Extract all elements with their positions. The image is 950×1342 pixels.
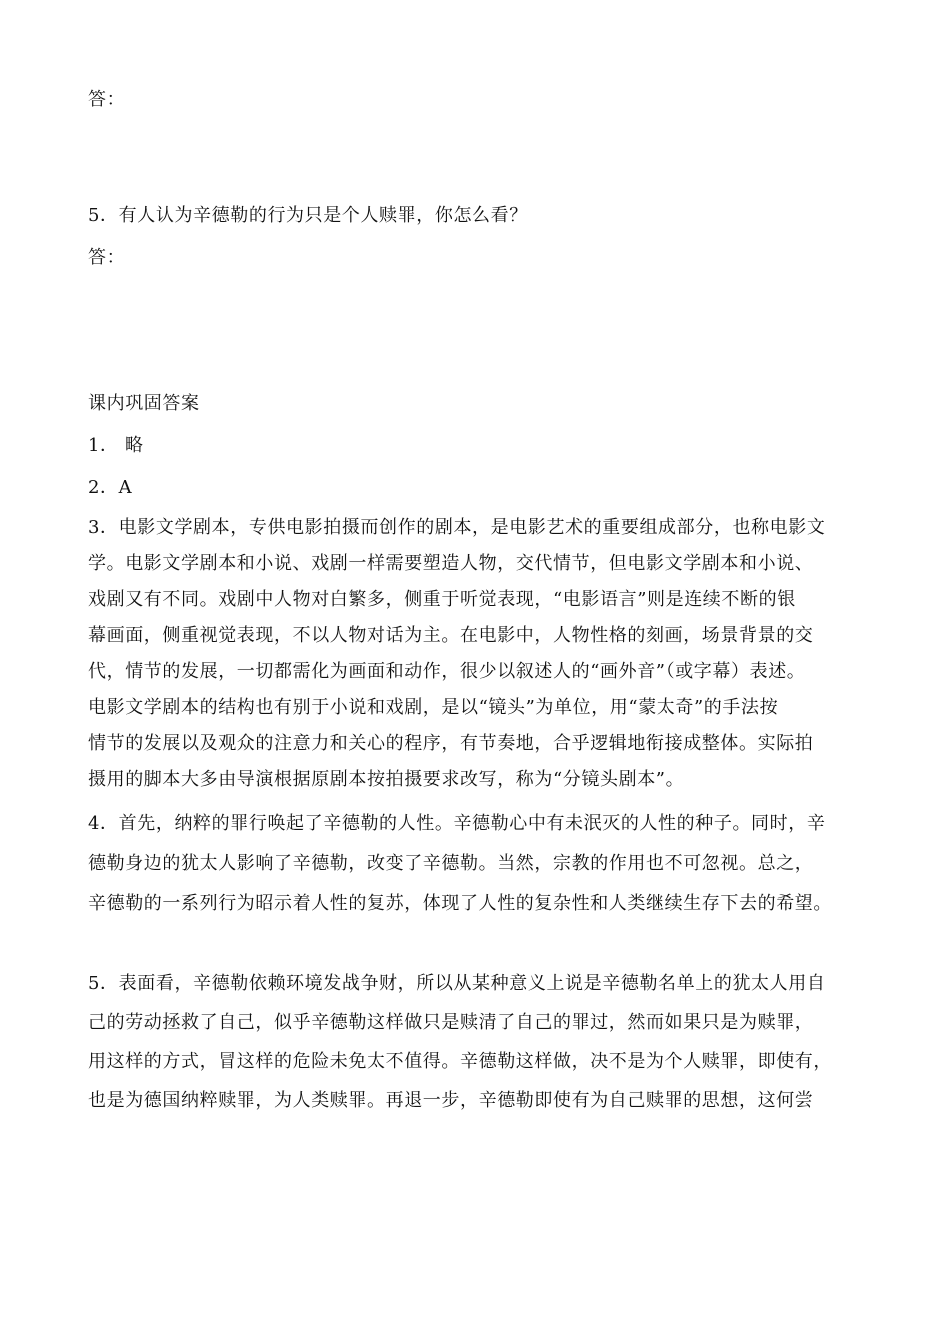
answer-4-line: 德勒身边的犹太人影响了辛德勒，改变了辛德勒。当然，宗教的作用也不可忽视。总之， [88,853,814,874]
answer-3-line: 电影文学剧本的结构也有别于小说和戏剧，是以“镜头”为单位，用“蒙太奇”的手法按 [88,697,779,718]
answer-1: 1． 略 [88,435,144,456]
answer-3-line: 3．电影文学剧本，专供电影拍摄而创作的剧本，是电影艺术的重要组成部分，也称电影文 [88,517,826,538]
answer-5-line: 也是为德国纳粹赎罪，为人类赎罪。再退一步，辛德勒即使有为自己赎罪的思想，这何尝 [88,1090,814,1111]
question-5: 5．有人认为辛德勒的行为只是个人赎罪，你怎么看？ [88,205,528,226]
answer-4-line: 4．首先，纳粹的罪行唤起了辛德勒的人性。辛德勒心中有未泯灭的人性的种子。同时，辛 [88,813,826,834]
answer-5-line: 5．表面看，辛德勒依赖环境发战争财，所以从某种意义上说是辛德勒名单上的犹太人用自 [88,973,826,994]
answer-3-line: 戏剧又有不同。戏剧中人物对白繁多，侧重于听觉表现，“电影语言”则是连续不断的银 [88,589,796,610]
answer-3-line: 摄用的脚本大多由导演根据原剧本按拍摄要求改写，称为“分镜头剧本”。 [88,769,685,790]
answer-3-line: 幕画面，侧重视觉表现，不以人物对话为主。在电影中，人物性格的刻画，场景背景的交 [88,625,814,646]
answer-5-line: 用这样的方式，冒这样的危险未免太不值得。辛德勒这样做，决不是为个人赎罪，即使有， [88,1051,832,1072]
answer-5-line: 己的劳动拯救了自己，似乎辛德勒这样做只是赎清了自己的罪过，然而如果只是为赎罪， [88,1012,814,1033]
answer-3-line: 代，情节的发展，一切都需化为画面和动作，很少以叙述人的“画外音”（或字幕）表述。 [88,661,806,682]
answer-3-line: 学。电影文学剧本和小说、戏剧一样需要塑造人物，交代情节，但电影文学剧本和小说、 [88,553,814,574]
answer-4-line: 辛德勒的一系列行为昭示着人性的复苏，体现了人性的复杂性和人类继续生存下去的希望。 [88,893,832,914]
answer-label: 答： [88,247,126,268]
answer-3-line: 情节的发展以及观众的注意力和关心的程序，有节奏地，合乎逻辑地衔接成整体。实际拍 [88,733,814,754]
answer-2: 2．A [88,477,133,498]
answer-label: 答： [88,89,126,110]
section-heading: 课内巩固答案 [88,393,200,414]
